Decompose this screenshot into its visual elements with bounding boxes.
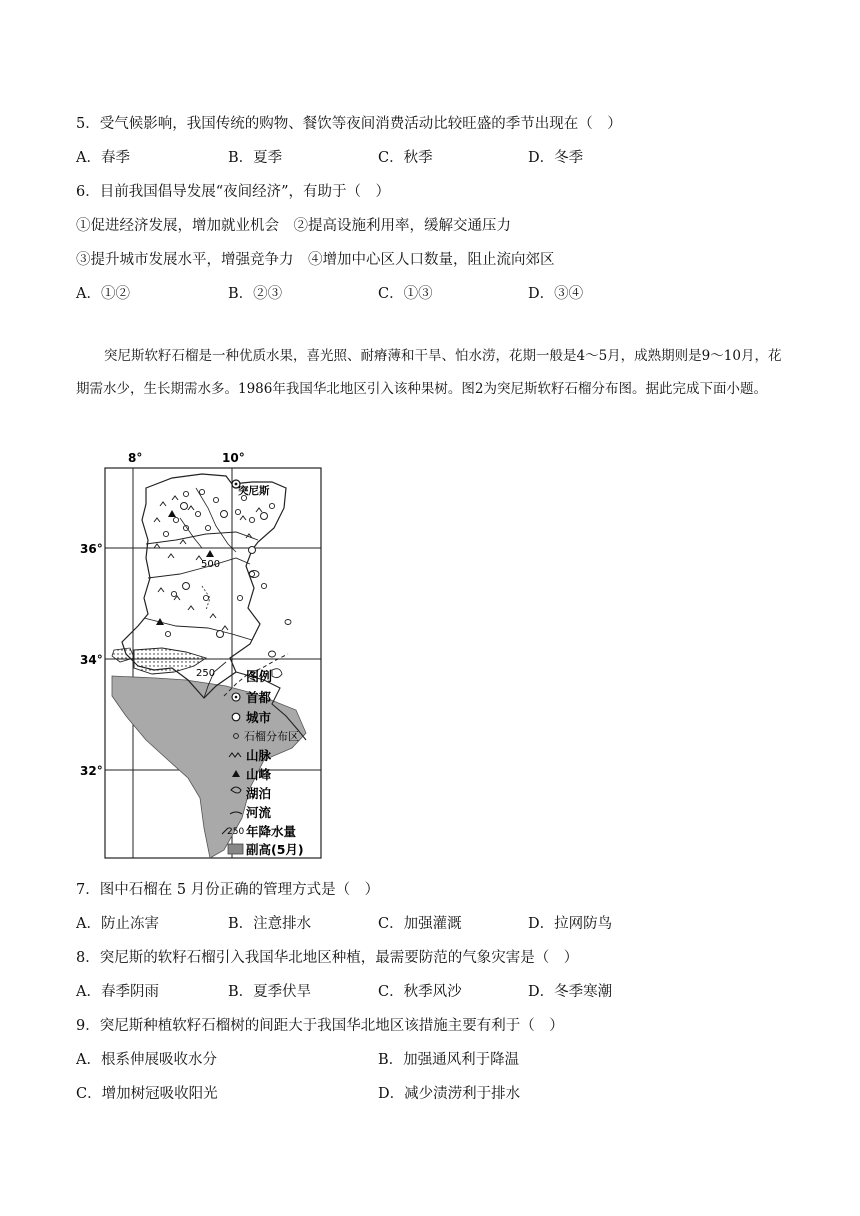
legend-subhigh-icon: [228, 844, 243, 854]
lat-label-32: 32°: [80, 764, 103, 778]
q6-option-c: C．①③: [378, 286, 433, 302]
q9-option-c: C．增加树冠吸收阳光: [76, 1086, 218, 1102]
capital-label: 突尼斯: [238, 485, 270, 497]
legend-lake: 湖泊: [246, 786, 272, 801]
passage: 突尼斯软籽石榴是一种优质水果，喜光照、耐瘠薄和干旱、怕水涝，花期一般是4～5月，成熟期则是9～10月，花期需水少，生长期需水多。1986年我国华北地区引入该种果树。图2为突尼斯软籽石榴分布图。据此完成下面小题。: [76, 348, 782, 397]
q6-option-d: D．③④: [528, 286, 584, 302]
q7-option-b: B．注意排水: [228, 916, 312, 932]
isohyet-label: 250: [196, 668, 216, 679]
q9-option-d: D．减少渍涝利于排水: [378, 1086, 521, 1102]
q9-option-a: A．根系伸展吸收水分: [76, 1052, 217, 1068]
lat-label-34: 34°: [80, 653, 103, 667]
legend-peak: 山峰: [246, 767, 272, 782]
legend-city: 城市: [246, 710, 272, 725]
peak-elevation-label: 500: [201, 559, 221, 570]
region-boundary-2: [148, 558, 250, 578]
lat-label-36: 36°: [80, 542, 103, 556]
q6-choices-1: ①促进经济发展，增加就业机会 ②提高设施利用率，缓解交通压力: [76, 218, 511, 234]
q8-option-d: D．冬季寒潮: [528, 984, 613, 1000]
river-2: [180, 518, 202, 548]
q5-option-d: D．冬季: [528, 150, 584, 166]
legend-isohyet: 年降水量: [246, 824, 297, 839]
small-lakes: [249, 571, 291, 678]
q6-option-b: B．②③: [228, 286, 283, 302]
legend-river: 河流: [246, 805, 272, 820]
q6-stem: 6．目前我国倡导发展“夜间经济”，有助于（ ）: [76, 184, 391, 200]
q6-option-a: A．①②: [76, 286, 130, 302]
q7-option-d: D．拉网防鸟: [528, 916, 613, 932]
q5-option-b: B．夏季: [228, 150, 283, 166]
peak-500: [206, 550, 214, 557]
legend-city-icon: [232, 713, 240, 721]
legend-distribution: 石榴分布区: [244, 730, 299, 743]
q5-stem: 5．受气候影响，我国传统的购物、餐饮等夜间消费活动比较旺盛的季节出现在（ ）: [76, 116, 622, 132]
peak-north: [168, 510, 176, 517]
legend-title: 图例: [246, 670, 273, 685]
q7-option-a: A．防止冻害: [76, 916, 159, 932]
legend-isohyet-sample: 250: [227, 827, 245, 837]
q8-option-a: A．春季阴雨: [76, 984, 159, 1000]
region-boundary-1: [146, 532, 258, 544]
q5-option-c: C．秋季: [378, 150, 433, 166]
q8-stem: 8．突尼斯的软籽石榴引入我国华北地区种植，最需要防范的气象灾害是（ ）: [76, 950, 579, 966]
legend-capital: 首都: [246, 690, 272, 705]
q8-option-b: B．夏季伏旱: [228, 984, 312, 1000]
pomegranate-distribution-map: [76, 448, 326, 860]
q5-option-a: A．春季: [76, 150, 130, 166]
q8-option-c: C．秋季风沙: [378, 984, 462, 1000]
q7-stem: 7．图中石榴在 5 月份正确的管理方式是（ ）: [76, 882, 380, 898]
q9-option-b: B．加强通风利于降温: [378, 1052, 520, 1068]
q9-stem: 9．突尼斯种植软籽石榴树的间距大于我国华北地区该措施主要有利于（ ）: [76, 1018, 564, 1034]
chott-lake-west: [112, 648, 134, 662]
legend-mountain: 山脉: [246, 748, 272, 763]
legend-subhigh: 副高(5月): [246, 842, 304, 857]
q7-option-c: C．加强灌溉: [378, 916, 462, 932]
q6-choices-2: ③提升城市发展水平，增强竞争力 ④增加中心区人口数量，阻止流向郊区: [76, 252, 555, 268]
lon-label-8: 8°: [128, 451, 143, 465]
lon-label-10: 10°: [222, 451, 245, 465]
